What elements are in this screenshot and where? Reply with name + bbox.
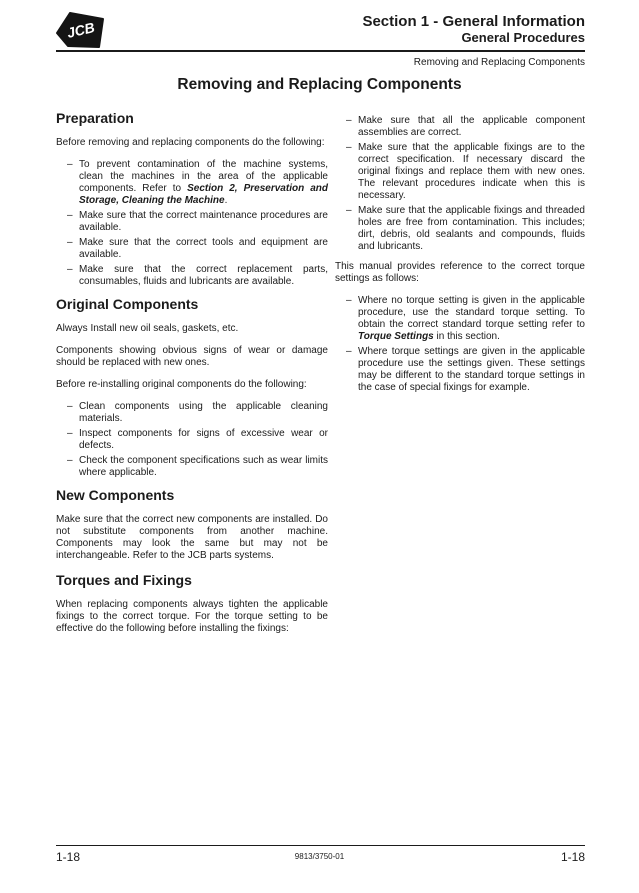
text-segment: Make sure that the correct tools and equipment are available. — [79, 237, 328, 260]
text-segment: Before removing and replacing components do the following: — [56, 137, 325, 148]
bullet-dash: – — [346, 115, 352, 126]
paragraph — [56, 345, 328, 369]
jcb-logo-shape — [54, 8, 110, 54]
bullet-item — [335, 205, 585, 253]
bullet-dash: – — [67, 210, 73, 221]
section-heading: Preparation — [56, 110, 134, 126]
bullet-dash: – — [67, 237, 73, 248]
breadcrumb: Removing and Replacing Components — [413, 57, 585, 68]
text-segment: . — [224, 195, 228, 206]
bullet-dash: – — [346, 346, 352, 357]
text-segment: Clean components using the applicable cleaning materials. — [79, 401, 328, 424]
text-segment: Make sure that the correct new components are installed. Do not substitute components from another machine. Components may look the same but may not be interchangeable. Refer to the JCB parts systems. — [56, 514, 328, 561]
bullet-dash: – — [67, 159, 73, 170]
bullet-list — [56, 401, 328, 479]
bullet-dash: – — [67, 428, 73, 439]
jcb-logo-text: JCB — [65, 19, 97, 41]
bullet-item — [335, 115, 585, 139]
section-title: Section 1 - General Information — [362, 13, 585, 30]
text-segment: To prevent contamination of the machine systems, clean the machines in the area of the applicable components. Refer to — [79, 159, 328, 194]
text-segment: in this section. — [433, 331, 500, 342]
reference-text: Section 2, Preservation and Storage, Cleaning the Machine — [79, 183, 328, 206]
section-heading: Original Components — [56, 296, 199, 312]
bullet-item — [56, 210, 328, 234]
paragraph — [56, 137, 328, 149]
bullet-item — [56, 455, 328, 479]
text-segment: Always Install new oil seals, gaskets, etc. — [56, 323, 239, 334]
page-number-right: 1-18 — [560, 850, 585, 864]
bullet-item — [56, 428, 328, 452]
bullet-list — [335, 295, 585, 394]
paragraph — [335, 261, 585, 285]
bullet-item — [56, 159, 328, 207]
page-title: Removing and Replacing Components — [177, 76, 462, 93]
text-segment: Check the component specifications such as wear limits where applicable. — [79, 455, 328, 478]
bullet-dash: – — [346, 295, 352, 306]
header-rule — [56, 50, 585, 52]
text-segment: Where no torque setting is given in the applicable procedure, use the standard torque setting. To obtain the correct standard torque setting refer to — [358, 295, 585, 330]
page-number-left: 1-18 — [56, 850, 81, 864]
text-segment: Before re-installing original components do the following: — [56, 379, 307, 390]
bullet-dash: – — [67, 455, 73, 466]
bullet-item — [335, 142, 585, 202]
section-heading: Torques and Fixings — [56, 572, 192, 588]
left-column — [56, 110, 328, 645]
paragraph — [56, 514, 328, 562]
bullet-item — [56, 264, 328, 288]
text-segment: This manual provides reference to the correct torque settings as follows: — [335, 261, 585, 284]
bullet-dash: – — [67, 264, 73, 275]
header-right — [362, 13, 585, 46]
jcb-logo — [54, 8, 110, 54]
section-subtitle: General Procedures — [461, 30, 585, 46]
bullet-item — [335, 346, 585, 394]
footer-rule — [56, 845, 585, 846]
text-segment: Make sure that the applicable fixings are to the correct specification. If necessary discard the original fixings and replace them with new ones. The relevant procedures indicate when this is necessary. — [358, 142, 585, 201]
bullet-dash: – — [346, 142, 352, 153]
section-heading: New Components — [56, 487, 175, 503]
bullet-list — [335, 115, 585, 253]
paragraph — [56, 599, 328, 635]
document-body — [56, 110, 585, 645]
text-segment: Make sure that the correct replacement parts, consumables, fluids and lubricants are available. — [79, 264, 328, 287]
document-number: 9813/3750-01 — [294, 852, 345, 861]
paragraph — [56, 323, 328, 335]
text-segment: Make sure that all the applicable component assemblies are correct. — [358, 115, 585, 138]
text-segment: When replacing components always tighten the applicable fixings to the correct torque. For the torque setting to be effective do the following before installing the fixings: — [56, 599, 328, 634]
bullet-dash: – — [346, 205, 352, 216]
reference-text: Torque Settings — [358, 331, 434, 342]
text-segment: Inspect components for signs of excessive wear or defects. — [79, 428, 328, 451]
text-segment: Where torque settings are given in the applicable procedure use the settings given. These settings may be different to the standard torque settings in the case of special fixings for example. — [358, 346, 585, 393]
text-segment: Make sure that the applicable fixings and threaded holes are free from contamination. This includes; dirt, debris, old sealants and compounds, fluids and lubricants. — [358, 205, 585, 252]
bullet-list — [56, 159, 328, 288]
bullet-item — [335, 295, 585, 343]
paragraph — [56, 379, 328, 391]
bullet-item — [56, 401, 328, 425]
text-segment: Make sure that the correct maintenance procedures are available. — [79, 210, 328, 233]
bullet-item — [56, 237, 328, 261]
bullet-dash: – — [67, 401, 73, 412]
right-column — [335, 110, 585, 645]
text-segment: Components showing obvious signs of wear or damage should be replaced with new ones. — [56, 345, 328, 368]
